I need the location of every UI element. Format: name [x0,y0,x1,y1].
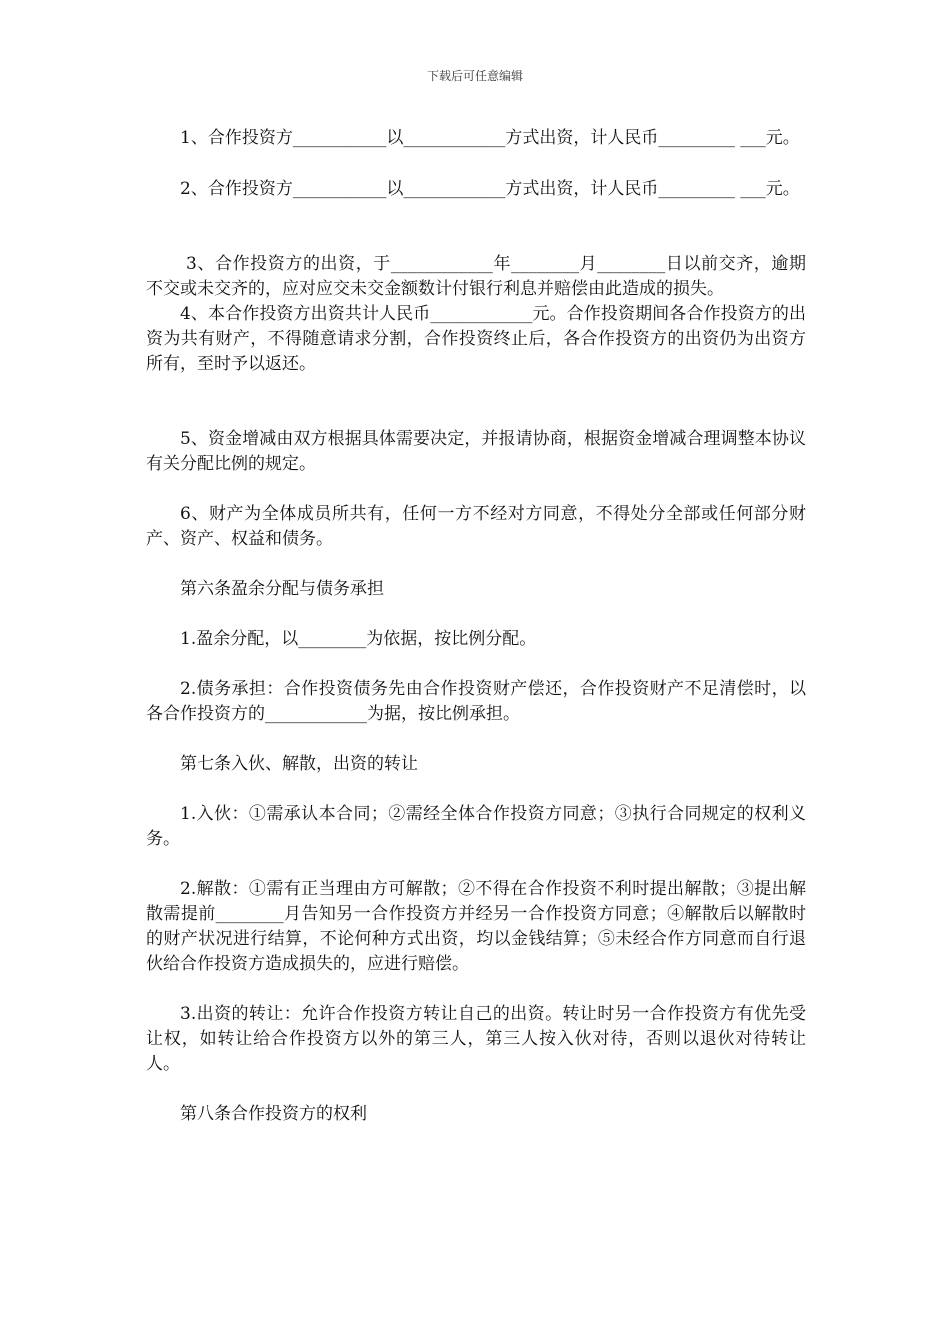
section-heading: 第七条入伙、解散，出资的转让 [180,754,418,774]
page-header: 下载后可任意编辑 [426,69,523,83]
clause-paragraph: 4、本合作投资方出资共计人民币____________元。合作投资期间各合作投资方的出资为共有财产，不得随意请求分割，合作投资终止后，各合作投资方的出资仍为出资方所有，至时予以返还。 [146,304,806,374]
clause-paragraph: 1.入伙：①需承认本合同；②需经全体合作投资方同意；③执行合同规定的权利义务。 [146,804,806,849]
clause-paragraph: 2、合作投资方___________以____________方式出资，计人民币_________ ___元。 [180,179,800,199]
document-body [146,120,806,1127]
clause-paragraph: 1、合作投资方___________以____________方式出资，计人民币_________ ___元。 [180,128,800,148]
clause-paragraph: 6、财产为全体成员所共有，任何一方不经对方同意，不得处分全部或任何部分财产、资产、权益和债务。 [146,504,806,549]
clause-paragraph: 1.盈余分配，以________为依据，按比例分配。 [180,629,537,649]
clause-paragraph: 2.债务承担：合作投资债务先由合作投资财产偿还，合作投资财产不足清偿时，以各合作投资方的____________为据，按比例承担。 [146,679,806,724]
clause-paragraph: 3.出资的转让：允许合作投资方转让自己的出资。转让时另一合作投资方有优先受让权，如转让给合作投资方以外的第三人，第三人按入伙对待，否则以退伙对待转让人。 [146,1004,806,1074]
clause-paragraph: 5、资金增减由双方根据具体需要决定，并报请协商，根据资金增减合理调整本协议有关分配比例的规定。 [146,429,806,474]
clause-paragraph: 3、合作投资方的出资，于____________年________月________日以前交齐，逾期不交或未交齐的，应对应交未交金额数计付银行利息并赔偿由此造成的损失。 [146,254,806,299]
clause-paragraph: 2.解散：①需有正当理由方可解散；②不得在合作投资不利时提出解散；③提出解散需提前________月告知另一合作投资方并经另一合作投资方同意；④解散后以解散时的财产状况进行结算，不论何种方式出资，均以金钱结算；⑤未经合作方同意而自行退伙给合作投资方造成损失的，应进行赔偿。 [146,879,806,974]
section-heading: 第六条盈余分配与债务承担 [180,579,384,599]
section-heading: 第八条合作投资方的权利 [180,1104,367,1124]
